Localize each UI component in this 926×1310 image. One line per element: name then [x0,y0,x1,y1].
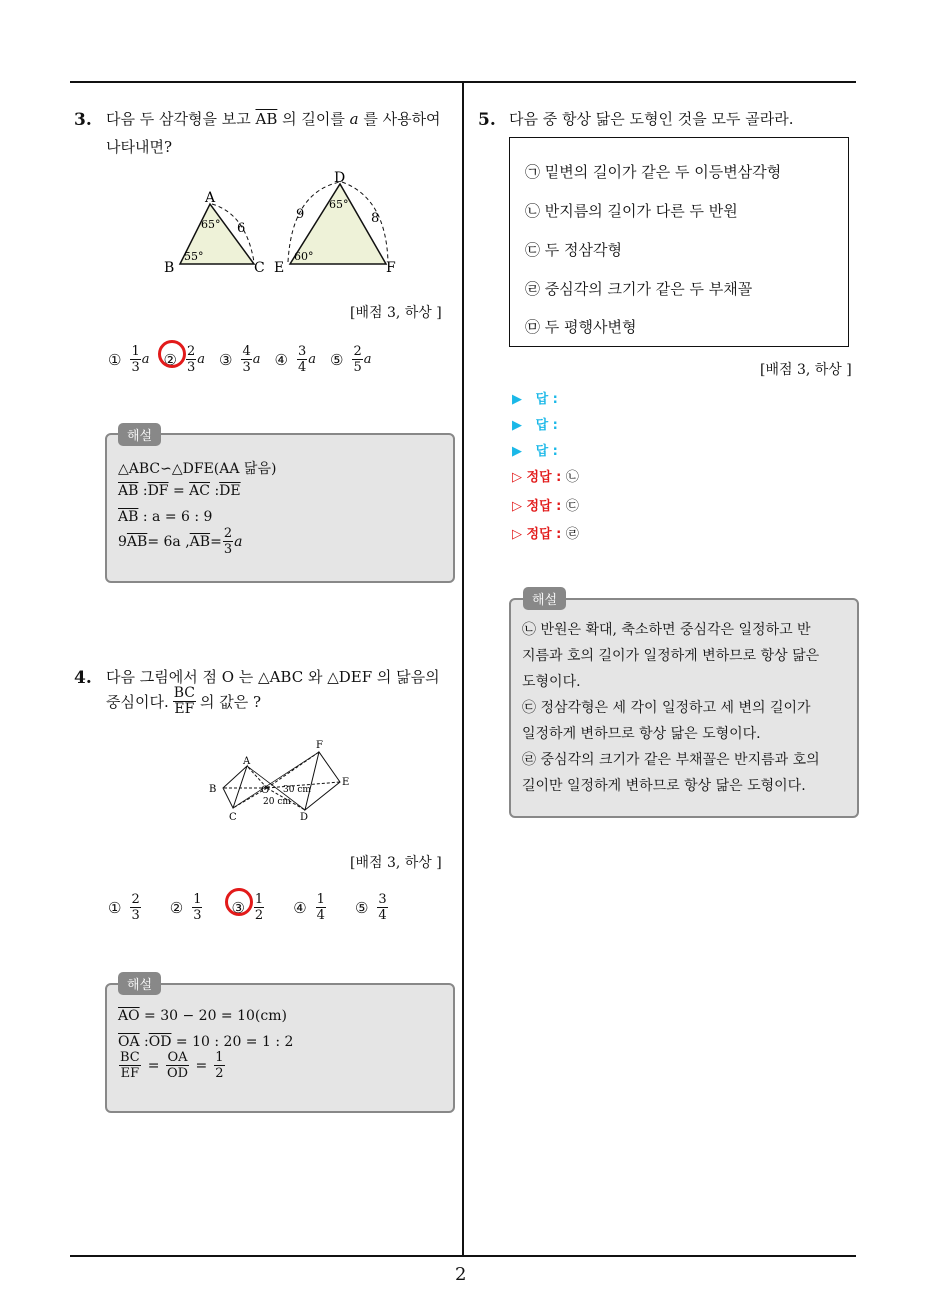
q4-choice-3[interactable]: ③ $\frac{1}{2}$ [231,892,265,923]
q3-label-C: C [254,260,265,276]
q3-choice-5[interactable]: ⑤ $\frac{2}{5}$ a [330,344,372,375]
q3-label-A: A [205,190,216,206]
q4-exp-line1: $\overline{AO} = 30 - 20 = 10(cm)$ [118,1008,287,1024]
q5-exp-line6: ㉣ 중심각의 크기가 같은 부채꼴은 반지름과 호의 [522,752,820,768]
q5-exp-line1: ㉡ 반원은 확대, 축소하면 중심각은 일정하고 반 [522,622,811,638]
q4-choices [108,892,403,923]
q3-label-E: E [274,260,285,276]
q5-exp-line2: 지름과 호의 길이가 일정하게 변하므로 항상 닮은 [522,648,820,664]
correct-arrow-icon: ▷ [512,527,522,542]
q3-choices [108,344,386,375]
svg-text:F: F [316,740,323,751]
q5-number: 5. [478,110,496,130]
correct-answer-3: ▷ 정답 : ㉣ [512,527,579,542]
q5-explanation-tag: 해설 [523,587,566,610]
column-divider [462,82,464,1256]
q3-side-9: 9 [296,207,305,222]
answer-field-3[interactable]: ▶ 답 : [512,444,558,459]
q4-exp-line2: $\overline{OA}$ $:\overline{OD} = 10$ : 20 = 1 : 2 [118,1034,294,1050]
q5-option-2: ㉡ 반지름의 길이가 다른 두 반원 [525,202,738,220]
svg-text:B: B [209,784,217,795]
answer-arrow-icon: ▶ [512,444,522,459]
svg-text:D: D [300,812,309,823]
answer-field-1[interactable]: ▶ 답 : [512,392,558,407]
q3-label-D: D [334,170,346,186]
q3-side-8: 8 [371,211,380,226]
q3-angle-d: 65° [329,198,349,211]
q4-meta: [배점 3, 하상 ] [350,855,442,871]
q5-exp-line5: 일정하게 변하므로 항상 닮은 도형이다. [522,726,761,742]
correct-answer-2: ▷ 정답 : ㉢ [512,499,579,514]
q4-text-line1: 다음 그림에서 점 O 는 △ABC 와 △DEF 의 닮음의 [106,668,440,686]
q5-option-4: ㉣ 중심각의 크기가 같은 두 부채꼴 [525,280,753,298]
correct-arrow-icon: ▷ [512,499,522,514]
q3-explanation-box [105,433,455,583]
q3-text-line1: 다음 두 삼각형을 보고 $\overline{AB}$ 의 길이를 a 를 사용하여 [106,110,441,128]
svg-text:A: A [243,756,251,767]
q5-exp-line3: 도형이다. [522,674,581,690]
q3-side-6: 6 [237,221,246,236]
q4-number: 4. [74,668,92,688]
q3-choice-2[interactable]: ② $\frac{2}{3}$ a [164,344,206,375]
q4-similarity-figure [205,738,365,828]
q3-label-F: F [386,260,396,276]
answer-circle-mark [225,888,253,916]
q4-text-line2: 중심이다. $\frac{BC}{EF}$ 의 값은 ? [106,685,262,717]
svg-text:C: C [229,812,237,823]
svg-text:30 cm: 30 cm [283,785,311,795]
svg-text:O: O [261,785,270,796]
q3-label-B: B [164,260,175,276]
bottom-rule [70,1255,856,1257]
q5-exp-line4: ㉢ 정삼각형은 세 각이 일정하고 세 변의 길이가 [522,700,811,716]
answer-circle-mark [158,340,186,368]
q3-exp-line4: 9 $\overline{AB}$ = 6a , $\overline{AB}$ = $\frac{2}{3}$ a [118,526,243,557]
q5-option-5: ㉤ 두 평행사변형 [525,318,637,336]
q4-choice-4[interactable]: ④ $\frac{1}{4}$ [293,892,325,923]
q3-exp-line2: $\overline{AB}$ $:\overline{DF} = \overline{AC}$ $:\overline{DE}$ [118,483,241,499]
q3-exp-line1: △ABC∽△DFE(AA 닮음) [118,461,277,477]
q3-angle-b: 55° [184,250,204,263]
svg-text:E: E [342,777,350,788]
q3-choice-1[interactable]: ① $\frac{1}{3}$ a [108,344,150,375]
q3-choice-3[interactable]: ③ $\frac{4}{3}$ a [219,344,261,375]
answer-arrow-icon: ▶ [512,418,522,433]
q5-exp-line7: 길이만 일정하게 변하므로 항상 닮은 도형이다. [522,778,806,794]
q4-choice-2[interactable]: ② $\frac{1}{3}$ [169,892,202,923]
q3-triangles-figure [160,168,410,278]
q4-exp-line3: $\frac{BC}{EF}$ = $\frac{OA}{OD}$ = $\frac{1}{2}$ [120,1050,224,1081]
q3-number: 3. [74,110,92,130]
q5-meta: [배점 3, 하상 ] [760,362,852,378]
q3-angle-a: 65° [201,218,221,231]
page-number: 2 [455,1264,467,1285]
correct-arrow-icon: ▷ [512,470,522,485]
q3-explanation-tag: 해설 [118,423,161,446]
q3-meta: [배점 3, 하상 ] [350,305,442,321]
q4-choice-5[interactable]: ⑤ $\frac{3}{4}$ [354,892,387,923]
q3-choice-4[interactable]: ④ $\frac{3}{4}$ a [274,344,316,375]
q5-text: 다음 중 항상 닮은 도형인 것을 모두 골라라. [509,110,794,128]
correct-answer-1: ▷ 정답 : ㉡ [512,470,579,485]
svg-text:20 cm: 20 cm [263,797,291,807]
q5-option-1: ㉠ 밑변의 길이가 같은 두 이등변삼각형 [525,163,782,181]
answer-field-2[interactable]: ▶ 답 : [512,418,558,433]
q4-explanation-tag: 해설 [118,972,161,995]
q3-exp-line3: $\overline{AB}$ : a = 6 : 9 [118,509,213,525]
q3-angle-e: 60° [294,250,314,263]
q4-choice-1[interactable]: ① $\frac{2}{3}$ [108,892,140,923]
q5-option-3: ㉢ 두 정삼각형 [525,241,622,259]
q3-text-line2: 나타내면? [106,138,173,156]
answer-arrow-icon: ▶ [512,392,522,407]
